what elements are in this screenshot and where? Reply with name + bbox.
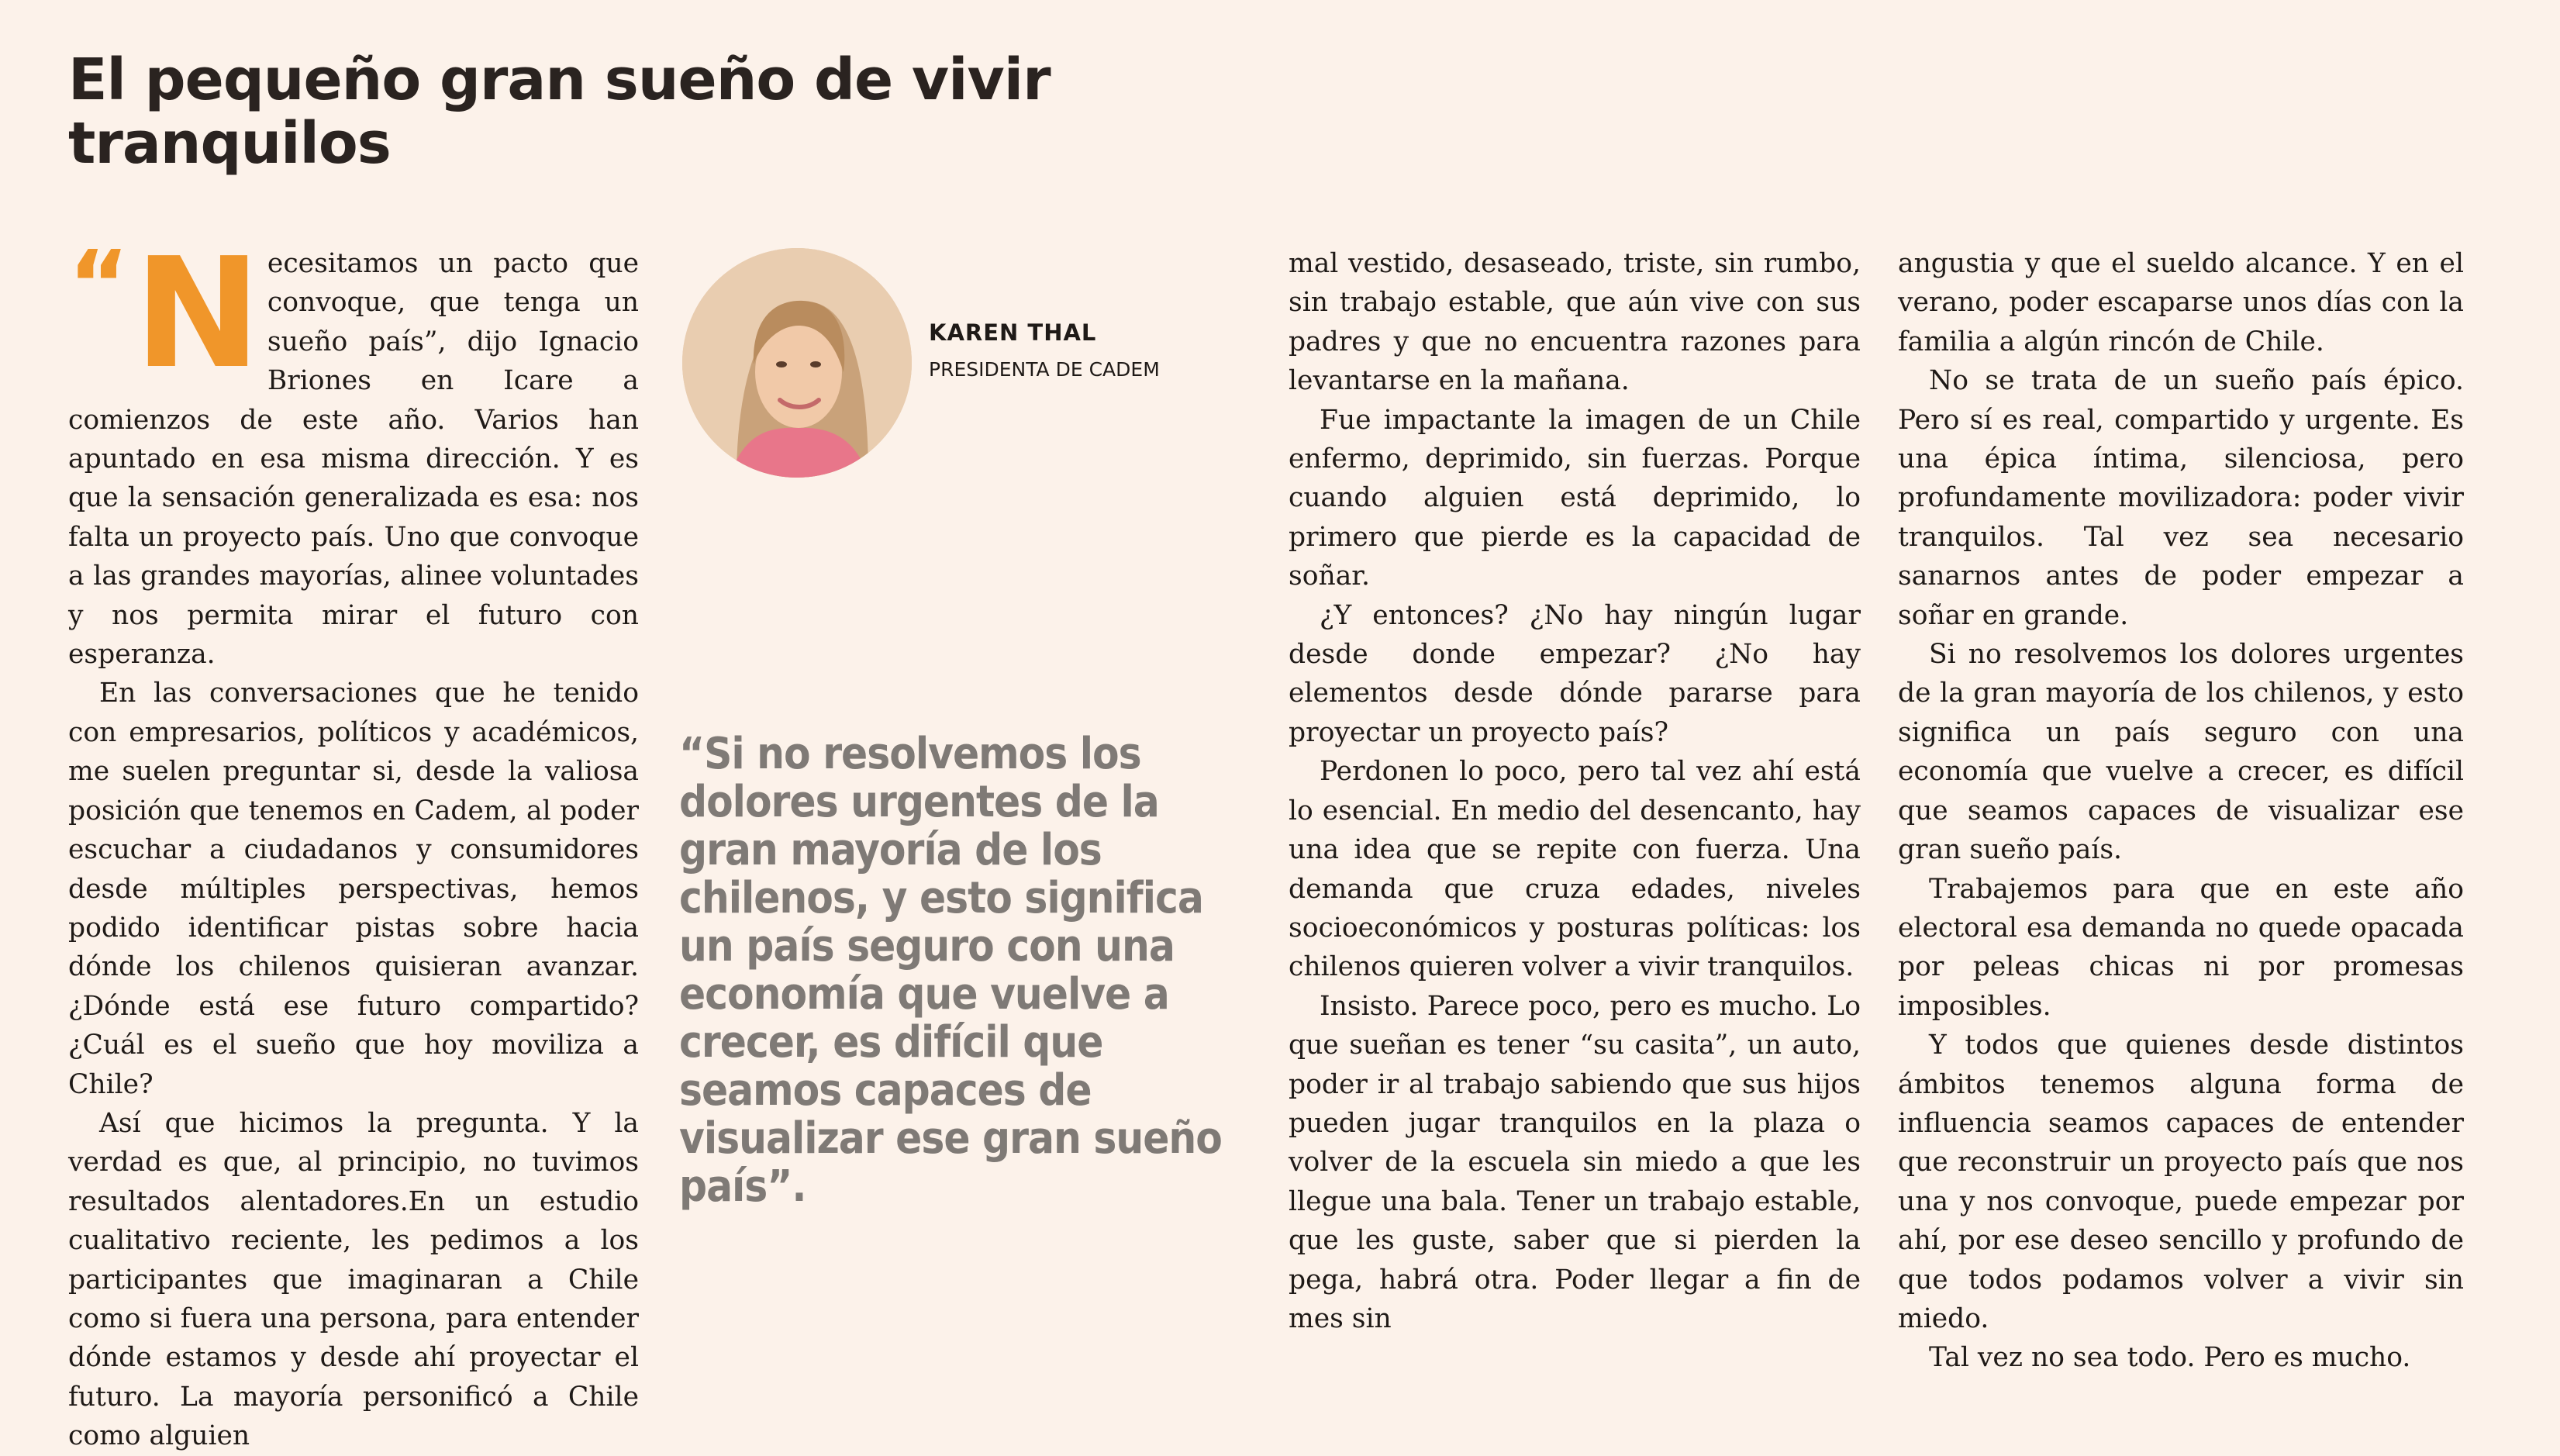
dropcap-letter: N <box>133 226 261 402</box>
dropcap-quote-mark: “ <box>68 232 129 340</box>
article-column-1 <box>68 226 639 1456</box>
article-headline: El pequeño gran sueño de vivir tranquilos <box>68 47 1051 177</box>
article-paragraph: angustia y que el sueldo alcance. Y en el verano, poder escaparse unos días con la familia a algún rincón de Chile. <box>1898 248 2464 357</box>
article-paragraph: En las conversaciones que he tenido con empresarios, políticos y académicos, me suelen preguntar si, desde la valiosa posición que tenemos en Cadem, al poder escuchar a ciudadanos y consumidores desde múltiples perspectivas, hemos podido identificar pistas sobre hacia dónde los chilenos quisieran avanzar. ¿Dónde está ese futuro compartido? ¿Cuál es el sueño que hoy moviliza a Chile? <box>68 678 639 1100</box>
pull-quote: “Si no resolvemos los dolores urgentes de la gran mayoría de los chilenos, y esto significa un país seguro con una economía que vuelve a crecer, es difícil que seamos capaces de visualizar ese gran sueño país”. <box>679 729 1222 1212</box>
article-paragraph <box>68 226 639 674</box>
paragraph-text: ecesitamos un pacto que convoque, que tenga un sueño país”, dijo Ignacio Briones en Icare a comienzos de este año. Varios han apuntado en esa misma dirección. Y es que la sensación generalizada es esa: nos falta un proyecto país. Uno que convoque a las grandes mayorías, alinee voluntades y nos permita mirar el futuro con esperanza. <box>68 248 639 671</box>
article-paragraph: Trabajemos para que en este año electoral esa demanda no quede opacada por peleas chicas ni por promesas imposibles. <box>1898 873 2464 1022</box>
article-paragraph: Así que hicimos la pregunta. Y la verdad es que, al principio, no tuvimos resultados alentadores.En un estudio cualitativo reciente, les pedimos a los participantes que imaginaran a Chile como si fuera una persona, para entender dónde estamos y desde ahí proyectar el futuro. La mayoría personificó a Chile como alguien <box>68 1107 639 1452</box>
article-paragraph: ¿Y entonces? ¿No hay ningún lugar desde donde empezar? ¿No hay elementos desde dónde pararse para proyectar un proyecto país? <box>1289 599 1861 748</box>
article-paragraph: Perdonen lo poco, pero tal vez ahí está lo esencial. En medio del desencanto, hay una idea que se repite con fuerza. Una demanda que cruza edades, niveles socioeconómicos y posturas políticas: los chilenos quieren volver a vivir tranquilos. <box>1289 756 1861 983</box>
author-role: PRESIDENTA DE CADEM <box>929 358 1160 381</box>
article-column-3 <box>1289 244 1861 1338</box>
author-photo <box>682 248 912 478</box>
article-column-4 <box>1898 244 2464 1378</box>
author-portrait-icon <box>682 248 912 478</box>
article-paragraph: Insisto. Parece poco, pero es mucho. Lo que sueñan es tener “su casita”, un auto, poder ir al trabajo sabiendo que sus hijos pueden jugar tranquilos en la plaza o volver de la escuela sin miedo a que les llegue una bala. Tener un trabajo estable, que les guste, saber que si pierden la pega, habrá otra. Poder llegar a fin de mes sin <box>1289 990 1861 1334</box>
article-paragraph: Si no resolvemos los dolores urgentes de la gran mayoría de los chilenos, y esto significa un país seguro con una economía que vuelve a crecer, es difícil que seamos capaces de visualizar ese gran sueño país. <box>1898 639 2464 866</box>
article-paragraph: mal vestido, desaseado, triste, sin rumbo, sin trabajo estable, que aún vive con sus padres y que no encuentra razones para levantarse en la mañana. <box>1289 248 1861 397</box>
article-paragraph: Y todos que quienes desde distintos ámbitos tenemos alguna forma de influencia seamos capaces de entender que reconstruir un proyecto país que nos una y nos convoque, puede empezar por ahí, por ese deseo sencillo y profundo de que todos podamos volver a vivir sin miedo. <box>1898 1030 2464 1334</box>
article-paragraph: Tal vez no sea todo. Pero es mucho. <box>1929 1342 2411 1374</box>
article-paragraph: No se trata de un sueño país épico. Pero sí es real, compartido y urgente. Es una épica íntima, silenciosa, pero profundamente movilizadora: poder vivir tranquilos. Tal vez sea necesario sanarnos antes de poder empezar a soñar en grande. <box>1898 365 2464 631</box>
article-paragraph: Fue impactante la imagen de un Chile enfermo, deprimido, sin fuerzas. Porque cuando alguien está deprimido, lo primero que pierde es la capacidad de soñar. <box>1289 404 1861 592</box>
author-name: KAREN THAL <box>929 319 1097 346</box>
